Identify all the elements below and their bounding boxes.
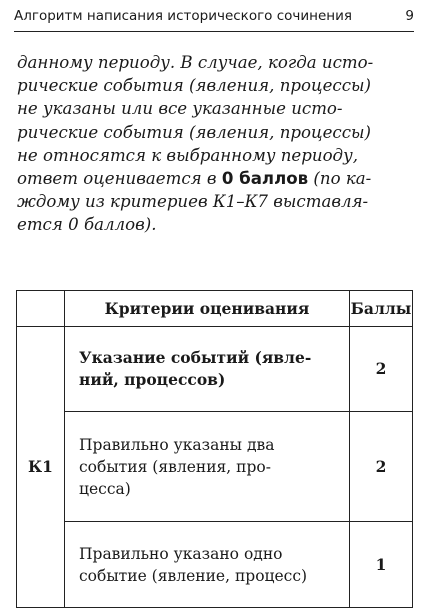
header-cell-points: Баллы	[350, 291, 413, 327]
criterion-score: 2	[350, 327, 413, 412]
table-header-row	[17, 291, 413, 327]
body-paragraph	[17, 51, 413, 237]
paragraph-line: не относятся к выбранному периоду,	[17, 145, 358, 165]
criterion-description: Правильно указаны два события (явления, про- цесса)	[65, 412, 350, 522]
table-row	[17, 412, 413, 522]
running-head-title: Алгоритм написания исторического сочинения	[14, 8, 353, 24]
paragraph-line: не указаны или все указанные исто-	[17, 99, 343, 119]
table-row	[17, 522, 413, 608]
paragraph-line: ждому из критериев К1–К7 выставля-	[17, 192, 369, 212]
criterion-code-cell: К1	[17, 327, 65, 608]
paragraph-line: ответ оценивается в 0 баллов (по ка-	[17, 169, 372, 189]
paragraph-line: рические события (явления, процессы)	[17, 76, 371, 96]
paragraph-line: данному периоду. В случае, когда исто-	[17, 53, 374, 72]
criterion-score: 2	[350, 412, 413, 522]
criterion-score: 1	[350, 522, 413, 608]
criteria-table	[16, 290, 413, 608]
header-cell-code	[17, 291, 65, 327]
page-number: 9	[405, 8, 414, 24]
header-cell-criteria: Критерии оценивания	[65, 291, 350, 327]
criterion-description: Правильно указано одно событие (явление, процесс)	[65, 522, 350, 608]
table-row	[17, 327, 413, 412]
paragraph-line: рические события (явления, процессы)	[17, 122, 371, 142]
zero-points-emphasis: 0 баллов	[221, 169, 309, 189]
criterion-description: Указание событий (явле- ний, процессов)	[65, 327, 350, 412]
running-head	[14, 4, 414, 28]
paragraph-line: ется 0 баллов).	[17, 215, 157, 235]
header-rule	[14, 31, 414, 32]
